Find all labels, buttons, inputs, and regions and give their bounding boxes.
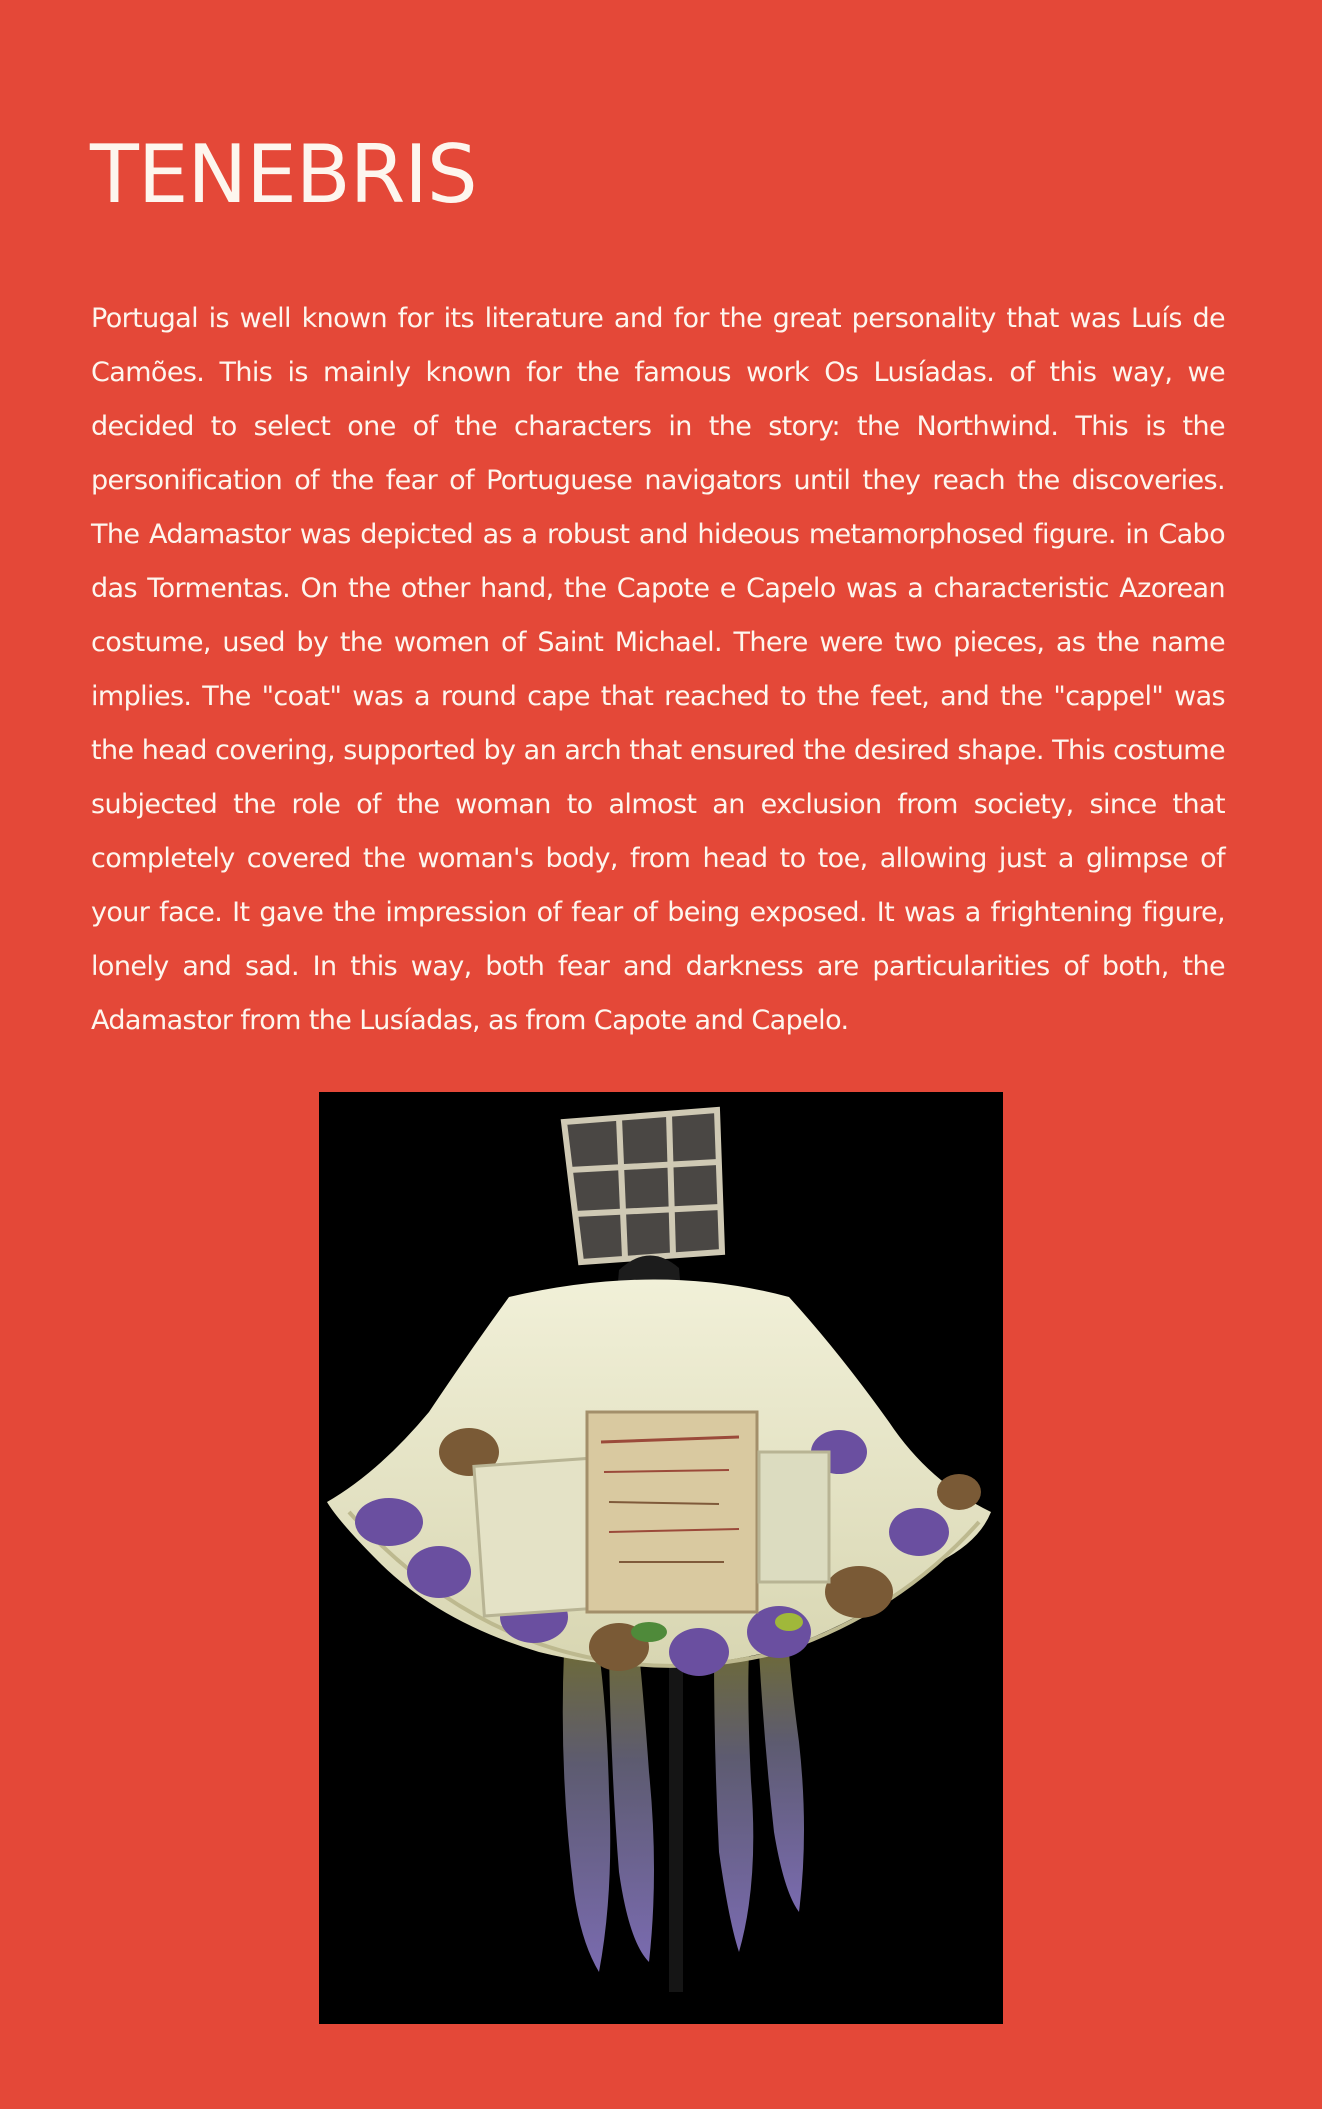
page-title: TENEBRIS [90,128,477,221]
body-paragraph: Portugal is well known for its literature and for the great personality that was Luís de Camões. This is mainly known for the famous work Os Lusíadas. of this way, we decided to select one of the characters in the story: the Northwind. This is the personification of the fear of Portuguese navigators until they reach the discoveries. The Adamastor was depicted as a robust and hideous metamorphosed figure. in Cabo das Tormentas. On the other hand, the Capote e Capelo was a characteristic Azorean costume, used by the women of Saint Michael. There were two pieces, as the name implies. The "coat" was a round cape that reached to the feet, and the "cappel" was the head covering, supported by an arch that ensured the desired shape. This costume subjected the role of the woman to almost an exclusion from society, since that completely covered the woman's body, from head to toe, allowing just a glimpse of your face. It gave the impression of fear of being exposed. It was a frightening figure, lonely and sad. In this way, both fear and darkness are particularities of both, the Adamastor from the Lusíadas, as from Capote and Capelo. [91,303,1225,1036]
costume-illustration [319,1092,1003,2024]
costume-photo [319,1092,1003,2024]
